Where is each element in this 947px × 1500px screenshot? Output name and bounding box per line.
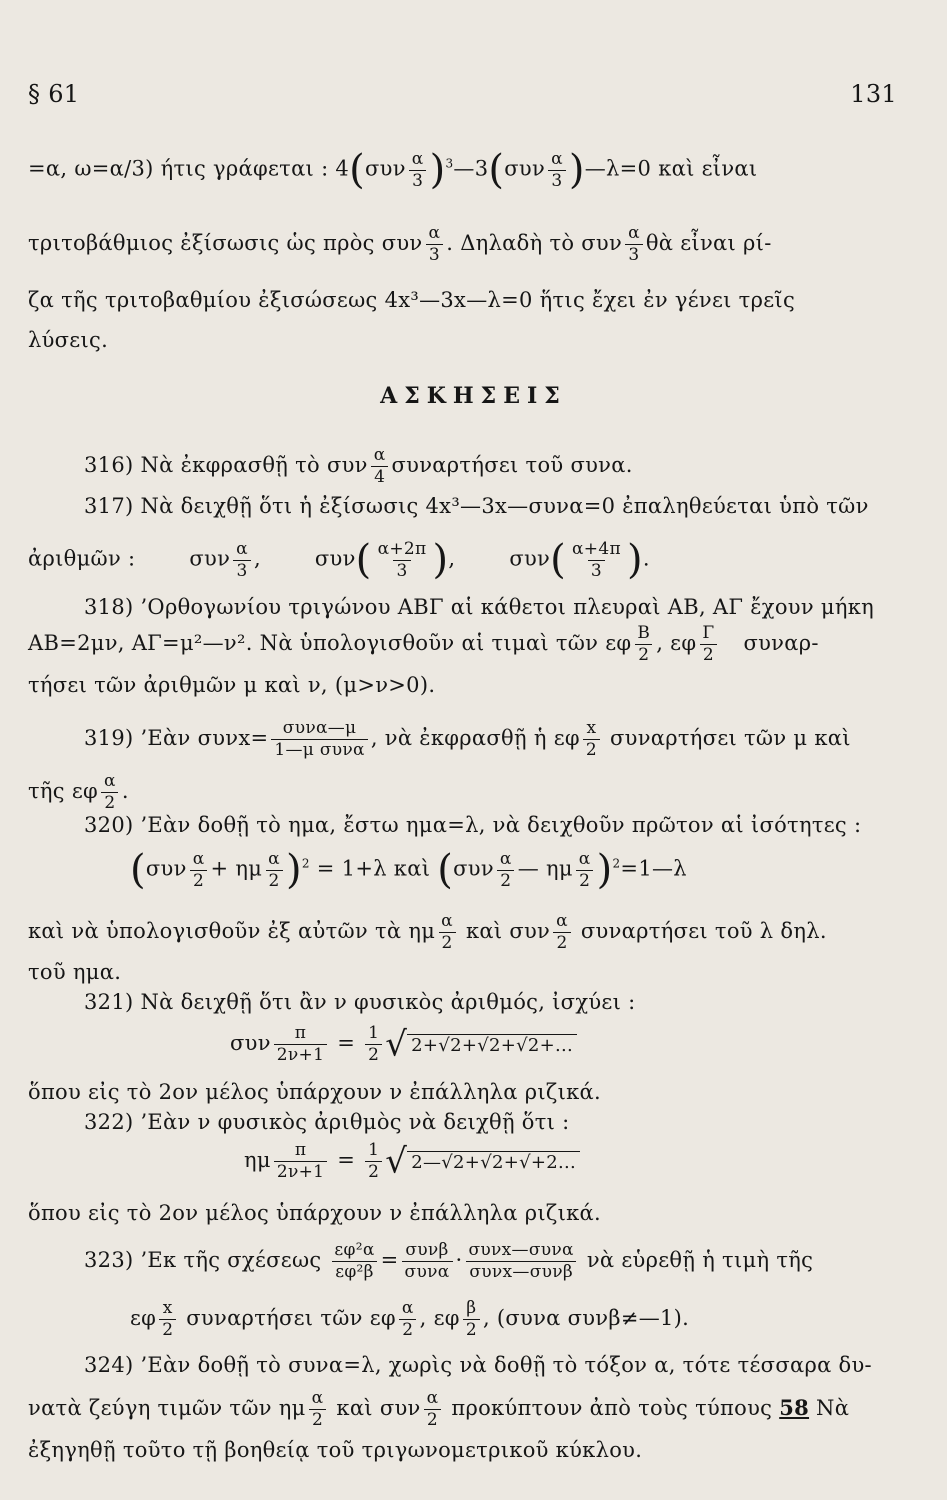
text: —λ=0 καὶ εἶναι [584,156,758,181]
exercise-321-formula: συν $\frac{\pi}{2\nu+1}$ = $\frac{1}{2}$ √ 2+√2+√2+√2+... [230,1025,857,1064]
intro-line-1: =α, ω=α/3) ήτις γράφεται : 4(συν $\frac{\alpha}{3}$ )$^3$—3(συν $\frac{\alpha}{3}$ )—λ=0 καὶ εἶναι [28,147,758,193]
exercise-322-line-3: ὅπου εἰς τὸ 2ον μέλος ὑπάρχουν ν ἐπάλληλα ριζικά. [28,1201,601,1225]
text: συναρτήσει τοῦ συνα. [391,453,633,477]
text: θὰ εἶναι ρί- [645,231,772,255]
fraction: $\frac{\alpha}{2}$ [309,1390,327,1429]
fraction: $\frac{\pi}{2\nu+1}$ [274,1025,327,1064]
text: ΑΒ=2μν, ΑΓ=μ²—ν². Νὰ ὑπολογισθοῦν αἱ τιμαὶ τῶν εφ [28,631,632,655]
text: συν [314,546,356,571]
text: συν [509,546,551,571]
exercise-318-line-2 [28,625,857,664]
text: ημ [244,1148,271,1172]
text: συν [504,156,546,181]
running-header [28,80,897,108]
exercise-322-formula: ημ $\frac{\pi}{2\nu+1}$ = $\frac{1}{2}$ √ 2—√2+√2+√+2... [244,1142,857,1181]
text: συν [145,856,187,881]
fraction: $\frac{x}{2}$ [583,720,600,759]
fraction: $\frac{B}{2}$ [634,625,653,664]
text: . Δηλαδὴ τὸ συν [446,231,623,255]
exercise-323-line-1: 323) ’Εκ τῆς σχέσεως $\frac{\text{εφ²α}}{\text{εφ²β}}$ = $\frac{\text{συνβ}}{\text{συνα}}$ · $\frac{\text{συνx—συνα}}{\text{συνx—συνβ}}$ νὰ εὑρεθῇ ἡ τιμὴ τῆς [84,1240,814,1282]
fraction: $\frac{\alpha+4\pi}{3}$ [572,538,621,581]
text: εφ [130,1306,157,1330]
text: προκύπτουν ἀπὸ τοὺς τύπους [451,1396,773,1420]
text: τῆς εφ [28,779,99,803]
text: + ημ [210,856,263,881]
fraction: $\frac{\Gamma}{2}$ [699,625,717,664]
text: καὶ νὰ ὑπολογισθοῦν ἐξ αὐτῶν τὰ ημ [28,919,436,943]
fraction: $\frac{\pi}{2\nu+1}$ [274,1142,327,1181]
exercise-324-line-3: ἐξηγηθῇ τοῦτο τῇ βοηθείᾳ τοῦ τριγωνομετρικοῦ κύκλου. [28,1438,643,1462]
exercise-321-line-3: ὅπου εἰς τὸ 2ον μέλος ὑπάρχουν ν ἐπάλληλα ριζικά. [28,1080,601,1104]
fraction: $\frac{\text{συνα—μ}}{\text{1—μ συνα}}$ [271,720,367,759]
text: συν [365,156,406,181]
fraction: $\frac{1}{2}$ [365,1025,382,1064]
text: συναρτήσει τῶν εφ [186,1306,396,1330]
fraction: $\frac{\alpha}{3}$ [625,225,643,264]
text: καὶ συν [336,1396,421,1420]
exercise-317-line-2: ἀριθμῶν : συν $\frac{\alpha}{3}$ , συν( $\frac{\alpha+2\pi}{3}$ ), συν( $\frac{\alpha+4\pi}{3}$ ). [28,537,650,583]
page-number: 131 [850,80,897,108]
text: , εφ [656,631,697,655]
fraction: $\frac{\text{συνx—συνα}}{\text{συνx—συνβ}}$ [466,1242,577,1281]
fraction: $\frac{\alpha}{2}$ [497,851,515,890]
text: Νὰ [816,1396,850,1420]
exercise-320-line-3 [28,913,857,952]
text: 319) ’Εὰν συνx= [84,726,269,750]
text: συν [189,546,231,571]
text: συναρτήσει τῶν μ καὶ [610,726,851,750]
formula-reference: 58 [779,1395,810,1420]
exercise-319-line-1 [84,720,857,759]
text: , νὰ ἐκφρασθῇ ἡ εφ [370,726,580,750]
text: ἀριθμῶν : [28,546,136,571]
fraction: $\frac{1}{2}$ [365,1142,382,1181]
intro-line-4: λύσεις. [28,328,109,352]
exercise-317-line-1: 317) Νὰ δειχθῇ ὅτι ἡ ἐξίσωσις 4x³—3x—συνα=0 ἐπαληθεύεται ὑπὸ τῶν [84,494,869,518]
intro-line-3: ζα τῆς τριτοβαθμίου ἐξισώσεως 4x³—3x—λ=0 ἥτις ἔχει ἐν γένει τρεῖς [28,288,796,312]
fraction: $\frac{x}{2}$ [159,1300,176,1339]
text: συναρτήσει τοῦ λ δηλ. [580,919,827,943]
fraction: $\frac{\alpha}{3}$ [425,225,443,264]
text: τριτοβάθμιος ἐξίσωσις ὡς πρὸς συν [28,231,423,255]
exercise-320-formula: (συν $\frac{\alpha}{2}$ + ημ $\frac{\alpha}{2}$ )$^2$ = 1+λ καὶ (συν $\frac{\alpha}{2}$ — ημ $\frac{\alpha}{2}$ )$^2$=1—λ [130,847,687,893]
text: , εφ [419,1306,460,1330]
exercise-319-line-2: τῆς εφ $\frac{\alpha}{2}$ . [28,771,129,813]
fraction: $\frac{\alpha}{2}$ [265,851,283,890]
fraction: $\frac{\alpha}{4}$ [371,447,389,486]
text: = [337,1031,356,1055]
text: νατὰ ζεύγη τιμῶν τῶν ημ [28,1396,306,1420]
fraction: $\frac{\alpha}{3}$ [233,541,251,580]
fraction: $\frac{\alpha}{3}$ [409,151,427,190]
intro-line-2 [28,225,857,264]
text: συν [230,1031,271,1055]
text: — ημ [517,856,573,881]
text: = 1+λ καὶ [316,856,431,881]
text: = [337,1148,356,1172]
exercise-322-line-1: 322) ’Εὰν ν φυσικὸς ἀριθμὸς νὰ δειχθῇ ὅτι : [84,1110,570,1134]
exercise-324-line-2 [28,1390,857,1429]
text: καὶ συν [465,919,551,943]
text: —3 [453,156,489,181]
radical: 2+√2+√2+√2+... [407,1034,577,1055]
exercise-324-line-1: 324) ’Εὰν δοθῇ τὸ συνα=λ, χωρὶς νὰ δοθῇ τὸ τόξον α, τότε τέσσαρα δυ- [84,1353,872,1377]
text: νὰ εὑρεθῇ ἡ τιμὴ τῆς [586,1248,814,1272]
text: συν [453,856,494,881]
fraction: $\frac{\alpha}{2}$ [190,851,208,890]
fraction: $\frac{\alpha}{2}$ [576,851,594,890]
fraction: $\frac{\text{συνβ}}{\text{συνα}}$ [402,1242,453,1281]
exercise-316 [84,447,857,486]
radical: 2—√2+√2+√+2... [407,1151,580,1172]
text: , (συνα συνβ≠—1). [482,1306,690,1330]
text: συναρ- [743,631,819,655]
fraction: $\frac{\alpha}{2}$ [101,773,119,812]
exercise-320-line-4: τοῦ ημα. [28,960,122,984]
exercise-323-line-2 [130,1300,857,1339]
exercise-320-line-1: 320) ’Εὰν δοθῇ τὸ ημα, ἔστω ημα=λ, νὰ δειχθοῦν πρῶτον αἱ ἰσότητες : [84,813,862,837]
fraction: $\frac{\alpha+2\pi}{3}$ [377,538,427,581]
fraction: $\frac{\alpha}{2}$ [438,913,456,952]
text: 316) Νὰ ἐκφρασθῇ τὸ συν [84,453,368,477]
fraction: $\frac{\alpha}{3}$ [548,151,566,190]
section-heading: ΑΣΚΗΣΕΙΣ [380,383,567,409]
text: 323) ’Εκ τῆς σχέσεως [84,1248,322,1272]
exercise-321-line-1: 321) Νὰ δειχθῇ ὅτι ἂν ν φυσικὸς ἀριθμός, ἰσχύει : [84,990,636,1014]
fraction: $\frac{\alpha}{2}$ [424,1390,442,1429]
text: =α, ω=α/3) ήτις γράφεται : 4 [28,156,350,181]
fraction: $\frac{\text{εφ²α}}{\text{εφ²β}}$ [331,1242,377,1281]
fraction: $\frac{\alpha}{2}$ [399,1300,417,1339]
fraction: $\frac{\alpha}{2}$ [553,913,571,952]
text: =1—λ [620,856,687,881]
section-number: § 61 [28,80,80,108]
fraction: $\frac{\beta}{2}$ [463,1300,480,1339]
exercise-318-line-1: 318) ’Ορθογωνίου τριγώνου ΑΒΓ αἱ κάθετοι πλευραὶ ΑΒ, ΑΓ ἔχουν μήκη [84,595,875,619]
exercise-318-line-3: τήσει τῶν ἀριθμῶν μ καὶ ν, (μ>ν>0). [28,673,436,697]
